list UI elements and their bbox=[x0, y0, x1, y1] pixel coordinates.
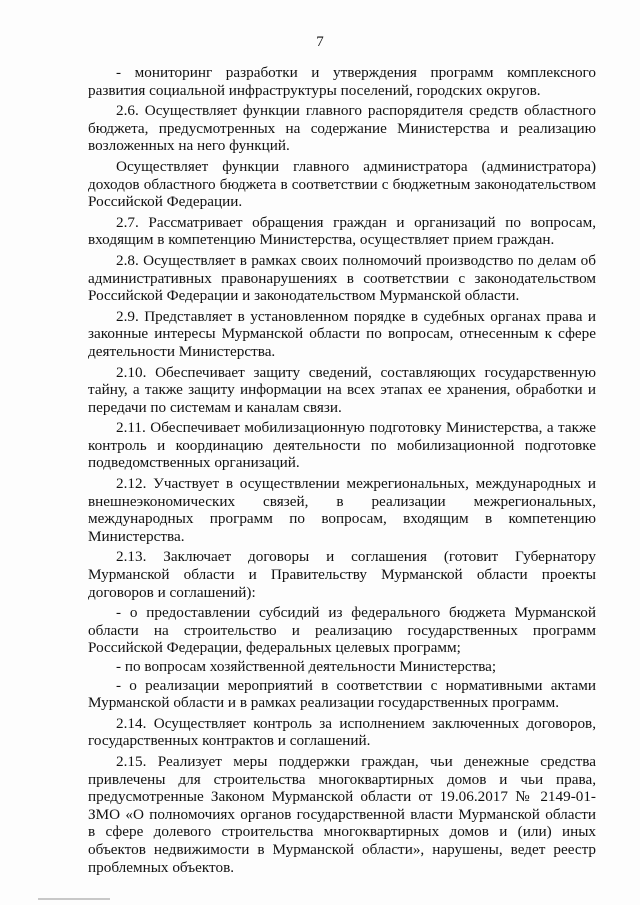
paragraph-2-13: 2.13. Заключает договоры и соглашения (готовит Губернатору Мурманской области и Правительству Мурманской области проекты договоров и соглашений): bbox=[88, 548, 596, 601]
paragraph-2-15: 2.15. Реализует меры поддержки граждан, чьи денежные средства привлечены для строительства многоквартирных домов и чьи права, предусмотренные Законом Мурманской области от 19.06.2017 № 2149-01-ЗМО «О полномочиях органов государственной власти Мурманской области в сфере долевого строительства многоквартирных домов и (или) иных объектов недвижимости в Мурманской области», нарушены, ведет реестр проблемных объектов. bbox=[88, 752, 596, 876]
paragraph-2-11: 2.11. Обеспечивает мобилизационную подготовку Министерства, а также контроль и координацию деятельности по мобилизационной подготовке подведомственных организаций. bbox=[88, 419, 596, 472]
paragraph-monitoring: - мониторинг разработки и утверждения программ комплексного развития социальной инфраструктуры поселений, городских округов. bbox=[88, 64, 596, 99]
list-item-economic: - по вопросам хозяйственной деятельности Министерства; bbox=[116, 658, 497, 675]
paragraph-2-8: 2.8. Осуществляет в рамках своих полномочий производство по делам об административных правонарушениях в соответствии с законодательством Российской Федерации и законодательством Мурманской области. bbox=[88, 251, 596, 305]
paragraph-2-7: 2.7. Рассматривает обращения граждан и организаций по вопросам, входящим в компетенцию Министерства, осуществляет прием граждан. bbox=[88, 213, 596, 249]
paragraph-2-9: 2.9. Представляет в установленном порядке в судебных органах права и законные интересы Мурманской области по вопросам, отнесенным к сфере деятельности Министерства. bbox=[88, 307, 596, 360]
paragraph-revenue-admin: Осуществляет функции главного администратора (администратора) доходов областного бюджета в соответствии с бюджетным законодательством Российской Федерации. bbox=[88, 157, 596, 211]
paragraph-2-10: 2.10. Обеспечивает защиту сведений, составляющих государственную тайну, а также защиту информации на всех этапах ее хранения, обработки и передачи по системам и каналам связи. bbox=[88, 363, 596, 416]
paragraph-2-6: 2.6. Осуществляет функции главного распорядителя средств областного бюджета, предусмотренных на содержание Министерства и реализацию возложенных на него функций. bbox=[88, 102, 596, 155]
document-body bbox=[88, 64, 596, 879]
list-item-activities: - о реализации мероприятий в соответствии с нормативными актами Мурманской области и в рамках реализации государственных программ. bbox=[88, 676, 596, 712]
paragraph-2-12: 2.12. Участвует в осуществлении межрегиональных, международных и внешнеэкономических связей, в реализации межрегиональных, международных программ по вопросам, входящим в компетенцию Министерства. bbox=[88, 475, 596, 545]
page-number: 7 bbox=[316, 34, 324, 50]
paragraph-2-14: 2.14. Осуществляет контроль за исполнением заключенных договоров, государственных контрактов и соглашений. bbox=[88, 714, 596, 750]
list-item-subsidies: - о предоставлении субсидий из федерального бюджета Мурманской области на строительство и реализацию государственных программ Российской Федерации, федеральных целевых программ; bbox=[88, 604, 596, 657]
scan-artifact bbox=[38, 898, 110, 900]
